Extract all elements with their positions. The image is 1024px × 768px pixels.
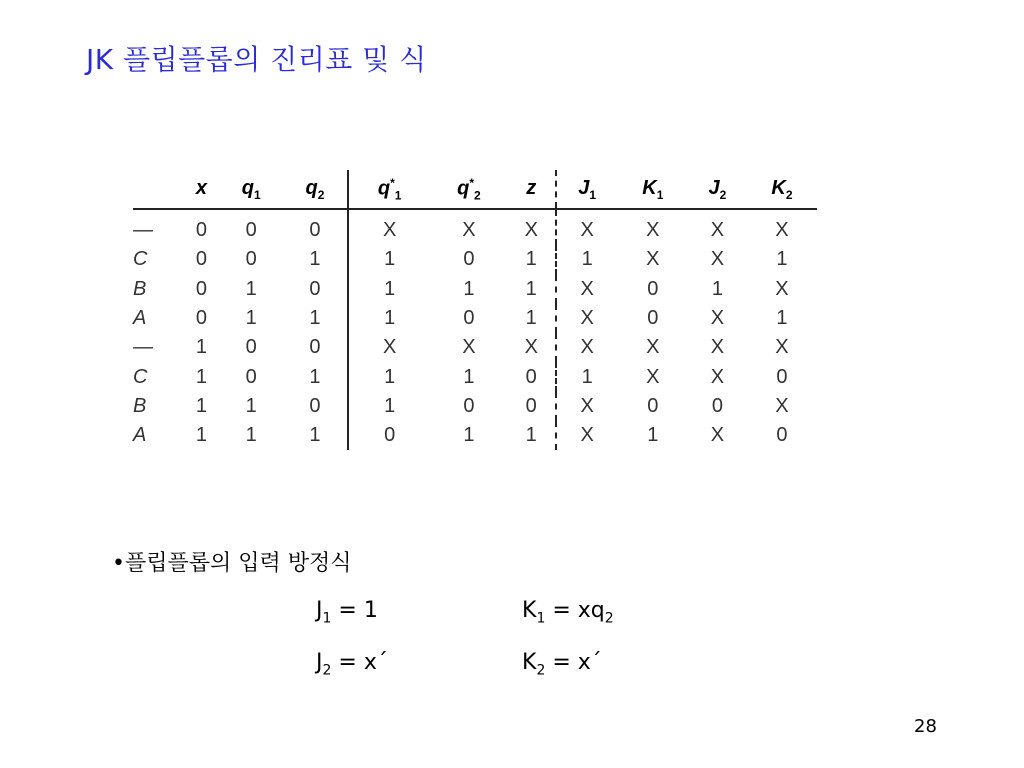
- table-cell: 1: [508, 275, 556, 304]
- column-header: $K_1$: [642, 176, 664, 202]
- table-cell: X: [508, 333, 556, 362]
- table-cell: X: [710, 248, 725, 271]
- table-cell: 1: [508, 245, 556, 274]
- row-label: A: [133, 424, 147, 447]
- table-cell: 1: [463, 365, 475, 388]
- table-cell: X: [382, 219, 397, 242]
- table-cell: 1: [283, 362, 349, 391]
- column-header: $J_2$: [708, 176, 727, 202]
- table-cell: 0: [647, 277, 659, 300]
- equation-j2: $J_2$ = x´: [316, 650, 388, 679]
- table-cell: 0: [283, 275, 349, 304]
- table-cell: 1: [384, 307, 396, 330]
- table-cell: X: [462, 219, 476, 242]
- table-cell: 0: [776, 424, 788, 447]
- table-cell: 0: [647, 307, 659, 330]
- column-header: $q_2$: [283, 170, 349, 209]
- table-cell: X: [646, 336, 660, 359]
- table-cell: X: [580, 394, 594, 417]
- row-label: C: [133, 248, 148, 271]
- equation-j1: $J_1 = 1$: [316, 598, 378, 627]
- table-cell: 1: [283, 421, 349, 450]
- table-cell: X: [646, 219, 660, 242]
- table-cell: X: [775, 336, 789, 359]
- table-cell: 1: [508, 304, 556, 333]
- table-cell: 1: [581, 248, 593, 271]
- table-row: [133, 304, 817, 333]
- table-cell: 1: [384, 365, 396, 388]
- table-cell: 0: [245, 248, 257, 271]
- table-cell: X: [710, 424, 725, 447]
- table-cell: 0: [463, 394, 475, 417]
- table-cell: 0: [283, 333, 349, 362]
- table-cell: 1: [195, 336, 207, 359]
- table-cell: 0: [463, 248, 475, 271]
- equations-heading: •플립플롭의 입력 방정식: [112, 551, 352, 576]
- row-label: B: [133, 277, 147, 300]
- table-cell: X: [508, 209, 556, 245]
- table-cell: 1: [245, 277, 257, 300]
- column-header: $q^*_1$: [377, 175, 402, 203]
- table-cell: 1: [384, 277, 396, 300]
- table-cell: X: [382, 336, 397, 359]
- table-cell: 1: [245, 307, 257, 330]
- table-cell: X: [646, 248, 660, 271]
- table-cell: X: [580, 424, 594, 447]
- table-row: [133, 333, 817, 362]
- table-cell: 0: [463, 307, 475, 330]
- table-cell: 1: [776, 307, 788, 330]
- table-body: [133, 209, 817, 450]
- table-cell: X: [462, 336, 476, 359]
- table-cell: 0: [245, 365, 257, 388]
- column-header: $q_1$: [241, 176, 261, 202]
- column-header: z: [508, 170, 556, 209]
- table-cell: 0: [195, 219, 207, 242]
- table-cell: X: [710, 219, 725, 242]
- column-header: $J_1$: [578, 176, 597, 202]
- table-cell: X: [775, 277, 789, 300]
- table-cell: X: [580, 307, 594, 330]
- table-cell: 1: [647, 424, 659, 447]
- table-cell: 1: [384, 394, 396, 417]
- table-cell: 1: [195, 365, 207, 388]
- column-header: $K_2$: [771, 176, 793, 202]
- equation-k1: $K_1 = xq_2$: [522, 598, 614, 627]
- column-header: x: [195, 176, 207, 199]
- table-cell: X: [580, 336, 594, 359]
- table-cell: 0: [195, 248, 207, 271]
- table-cell: 0: [245, 219, 257, 242]
- table-row: [133, 421, 817, 450]
- row-label: B: [133, 394, 147, 417]
- table-cell: 0: [283, 392, 349, 421]
- table-cell: X: [710, 307, 725, 330]
- table-cell: 0: [647, 394, 659, 417]
- table-row: [133, 275, 817, 304]
- table-row: [133, 392, 817, 421]
- row-label: —: [133, 219, 153, 242]
- table-cell: 0: [508, 392, 556, 421]
- slide-title: JK 플립플롭의 진리표 및 식: [86, 43, 427, 76]
- table-cell: 1: [283, 245, 349, 274]
- table-cell: 0: [776, 365, 788, 388]
- table-cell: X: [710, 365, 725, 388]
- table-cell: 0: [508, 362, 556, 391]
- row-label: C: [133, 365, 148, 388]
- table-cell: X: [775, 219, 789, 242]
- page-number: 28: [914, 716, 937, 737]
- table-cell: X: [646, 365, 660, 388]
- table-cell: 0: [195, 307, 207, 330]
- table-cell: X: [580, 219, 594, 242]
- row-label: A: [133, 307, 147, 330]
- table-cell: X: [710, 336, 725, 359]
- table-row: [133, 245, 817, 274]
- table-cell: 1: [711, 277, 723, 300]
- table-header-row: [133, 170, 817, 209]
- table-cell: 1: [384, 248, 396, 271]
- table-cell: X: [580, 277, 594, 300]
- table-cell: 1: [463, 424, 475, 447]
- row-label-header: [133, 170, 183, 209]
- row-label: —: [133, 336, 153, 359]
- column-header: $q^*_2$: [457, 175, 481, 203]
- equation-k2: $K_2$ = x´: [522, 650, 602, 679]
- table-cell: 0: [195, 277, 207, 300]
- table-cell: 1: [245, 424, 257, 447]
- table-cell: 1: [508, 421, 556, 450]
- table-cell: X: [775, 394, 789, 417]
- truth-table: [133, 170, 817, 450]
- table-cell: 1: [283, 304, 349, 333]
- table-cell: 0: [283, 209, 349, 245]
- table-cell: 0: [384, 424, 396, 447]
- table-row: [133, 362, 817, 391]
- table-cell: 1: [463, 277, 475, 300]
- table-cell: 1: [245, 394, 257, 417]
- table-cell: 1: [195, 394, 207, 417]
- table-cell: 1: [776, 248, 788, 271]
- table-cell: 1: [195, 424, 207, 447]
- table-cell: 1: [581, 365, 593, 388]
- table-row: [133, 209, 817, 245]
- table-cell: 0: [711, 394, 723, 417]
- table-cell: 0: [245, 336, 257, 359]
